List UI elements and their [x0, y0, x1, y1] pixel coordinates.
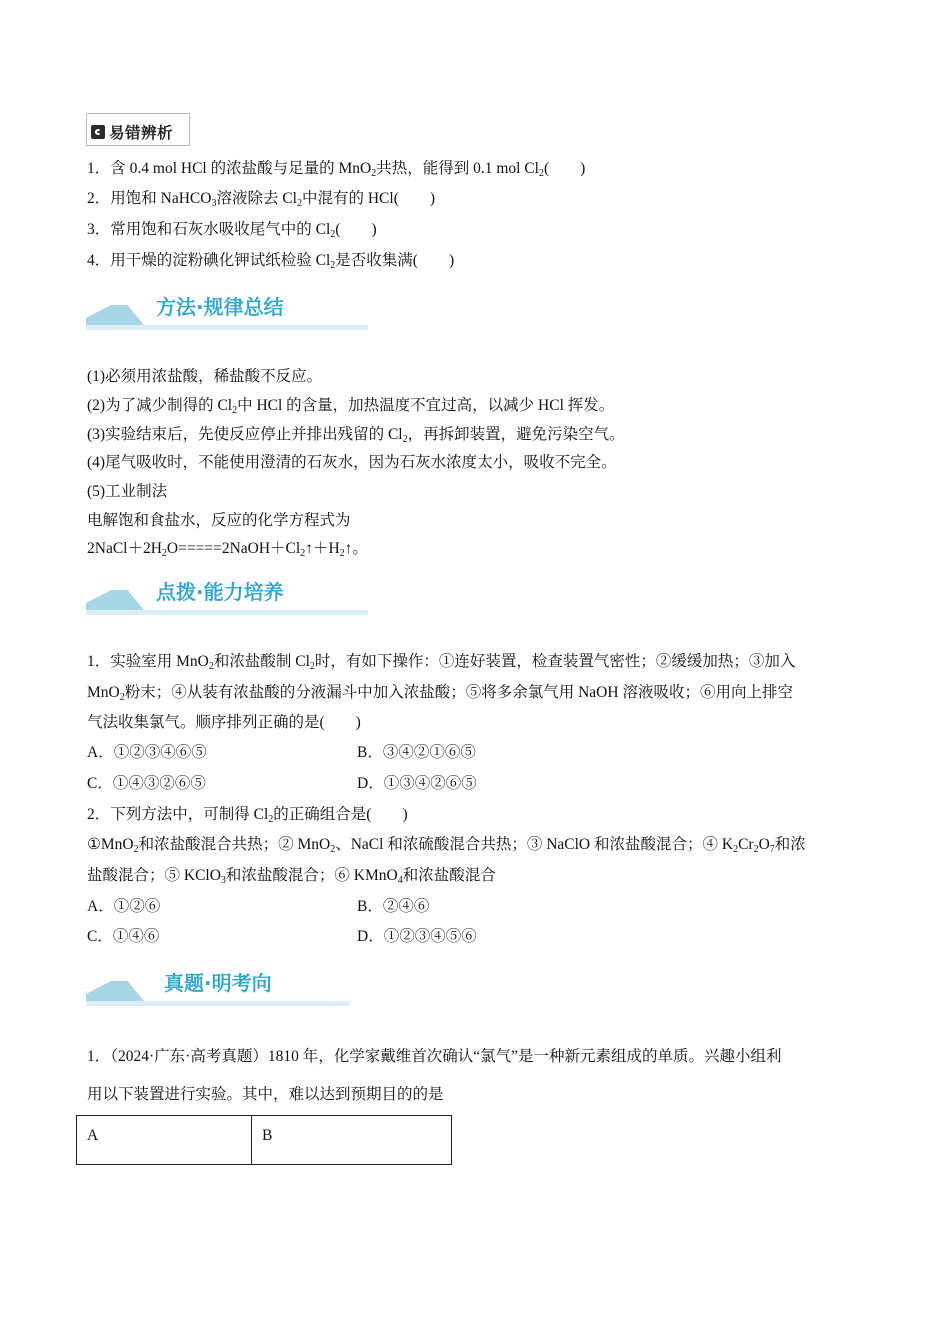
header-underline — [86, 610, 368, 615]
option-b: B．②④⑥ — [357, 898, 430, 915]
option-d: D．①③④②⑥⑤ — [357, 775, 477, 792]
summary-point-5: (5)工业制法 — [87, 483, 168, 500]
option-d: D．①②③④⑤⑥ — [357, 928, 477, 945]
error-analysis-tag — [86, 113, 190, 146]
question-1-line-2: MnO$_2$粉末；④从装有浓盐酸的分液漏斗中加入浓盐酸；⑤将多余氯气用 NaOH 溶液吸收；⑥用向上排空 — [87, 684, 793, 703]
question-2-line-2: ①MnO$_2$和浓盐酸混合共热；② MnO$_2$、NaCl 和浓硫酸混合共热；③ NaClO 和浓盐酸混合；④ $K_2Cr_2O_7$和浓 — [87, 836, 806, 855]
c-badge-icon — [91, 125, 105, 139]
summary-text: 电解饱和食盐水，反应的化学方程式为 — [87, 512, 351, 529]
question-2-line-3: 盐酸混合；⑤ KClO$_3$和浓盐酸混合；⑥ KMnO$_4$和浓盐酸混合 — [87, 867, 496, 886]
table-row — [77, 1116, 452, 1165]
section-title: 真题·明考向 — [164, 971, 272, 995]
error-item-3: 3．常用饱和石灰水吸收尾气中的 $Cl_2$( ) — [87, 221, 377, 240]
section-header-skills — [86, 580, 368, 615]
header-underline — [86, 325, 368, 330]
summary-point-1: (1)必须用浓盐酸，稀盐酸不反应。 — [87, 368, 323, 385]
exam-question-line-2: 用以下装置进行实验。其中，难以达到预期目的的是 — [87, 1086, 444, 1103]
section-header-methods — [86, 295, 368, 330]
header-underline — [86, 1001, 350, 1006]
summary-point-2: (2)为了减少制得的 $Cl_2$中 HCl 的含量，加热温度不宜过高，以减少 HCl 挥发。 — [87, 397, 615, 416]
error-item-4: 4．用干燥的淀粉碘化钾试纸检验 $Cl_2$是否收集满( ) — [87, 252, 455, 271]
chemical-equation: $2NaCl+2H_2O=====2NaOH+Cl_2↑+H_2↑$。 — [87, 540, 368, 559]
error-item-2: 2．用饱和 NaHCO$_3$溶液除去 $Cl_2$中混有的 HCl( ) — [87, 190, 436, 209]
question-1-line-1: 1．实验室用 MnO$_2$和浓盐酸制 $Cl_2$时，有如下操作：①连好装置，检查装置气密性；②缓缓加热；③加入 — [87, 653, 796, 672]
section-header-exam — [86, 971, 350, 1006]
option-a: A．①②③④⑥⑤ — [87, 744, 207, 761]
question-2-line-1: 2．下列方法中，可制得 $Cl_2$的正确组合是( ) — [87, 806, 408, 825]
question-1-line-3: 气法收集氯气。顺序排列正确的是( ) — [87, 714, 361, 731]
error-item-1: 1．含 0.4 mol HCl 的浓盐酸与足量的 MnO$_2$共热，能得到 0.1 mol $Cl_2$( ) — [87, 160, 586, 179]
option-a: A．①②⑥ — [87, 898, 161, 915]
answer-table — [76, 1115, 452, 1165]
exam-question-line-1: 1．（2024·广东·高考真题）1810 年，化学家戴维首次确认“氯气”是一种新元素组成的单质。兴趣小组利 — [87, 1048, 782, 1065]
section-title: 方法·规律总结 — [156, 295, 284, 319]
summary-point-3: (3)实验结束后，先使反应停止并排出残留的 $Cl_2$，再拆卸装置，避免污染空气。 — [87, 426, 625, 445]
option-b: B．③④②①⑥⑤ — [357, 744, 476, 761]
option-c: C．①④⑥ — [87, 928, 160, 945]
table-cell-b: B — [252, 1116, 452, 1165]
section-title: 点拨·能力培养 — [156, 580, 284, 604]
option-c: C．①④③②⑥⑤ — [87, 775, 206, 792]
tag-label: 易错辨析 — [109, 124, 174, 142]
table-cell-a: A — [77, 1116, 252, 1165]
summary-point-4: (4)尾气吸收时，不能使用澄清的石灰水，因为石灰水浓度太小，吸收不完全。 — [87, 454, 617, 471]
